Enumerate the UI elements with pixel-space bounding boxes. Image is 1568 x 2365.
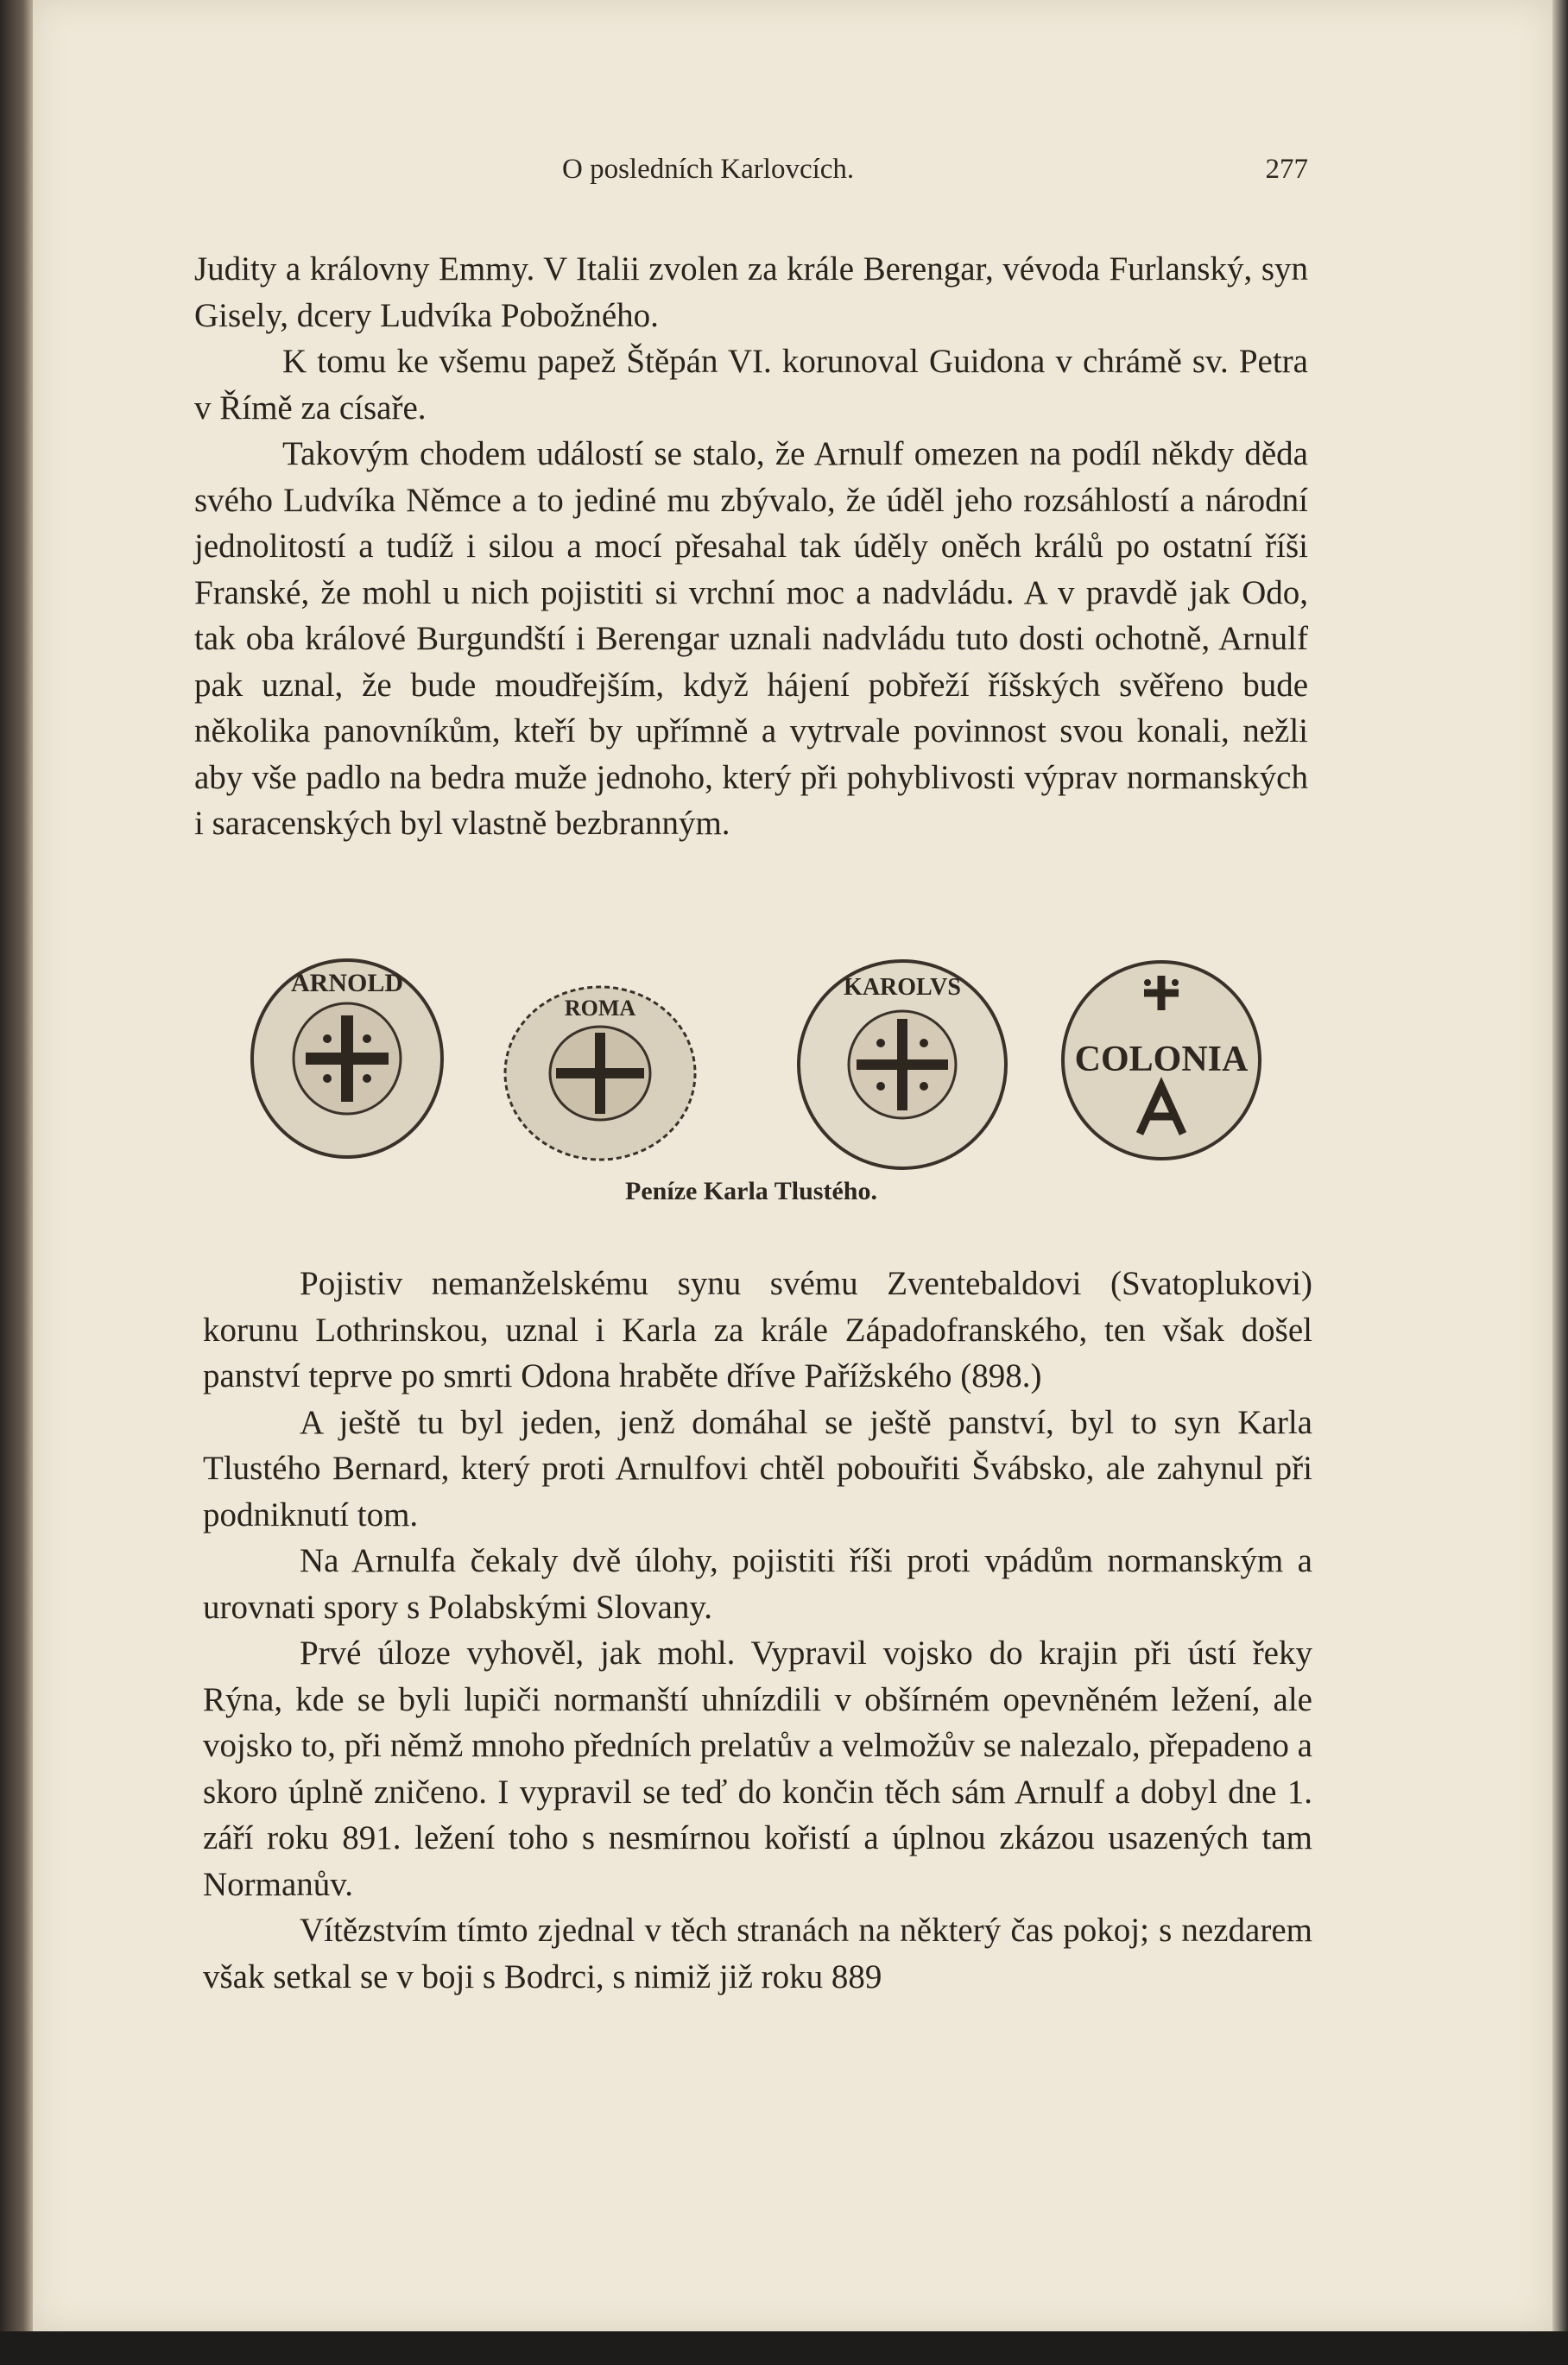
paragraph: Vítězstvím tímto zjednal v těch stranách na některý čas pokoj; s nezdarem však setkal se v boji s Bodrci, s nimiž již roku 889 <box>203 1912 1312 1995</box>
coin-legend: KAROLVS <box>844 974 961 1001</box>
book-spine <box>0 0 33 2365</box>
coin-legend: COLONIA <box>1074 1040 1249 1079</box>
paragraph: Judity a královny Emmy. V Italii zvolen za krále Berengar, vévoda Furlanský, syn Gisely, dcery Ludvíka Pobožného. <box>194 250 1308 334</box>
figure-caption: Peníze Karla Tlustého. <box>625 1177 877 1205</box>
coin-cross-icon <box>501 983 699 1164</box>
body-text-bottom <box>203 1261 1312 2000</box>
paragraph: Na Arnulfa čekaly dvě úlohy, pojistiti říši proti vpádům normanským a urovnati spory s Polabskými Slovany. <box>203 1542 1312 1626</box>
paragraph: A ještě tu byl jeden, jenž domáhal se ještě panství, byl to syn Karla Tlustého Bernard, který proti Arnulfovi chtěl pobouřiti Švábsko, ale zahynul při podniknutí tom. <box>203 1403 1312 1533</box>
page-edge <box>1552 0 1568 2365</box>
page-number: 277 <box>1265 154 1308 185</box>
coin-legend: ROMA <box>564 996 636 1021</box>
paragraph: Prvé úloze vyhověl, jak mohl. Vypravil vojsko do krajin při ústí řeky Rýna, kde se byli lupiči normanští uhnízdili v obšírném opevněném ležení, ale vojsko to, při němž mnoho předních prelatův a velmožův se nalezalo, přepadeno a skoro úplně zničeno. I vypravil se teď do končin těch sám Arnulf a dobyl dne 1. září roku 891. ležení toho s nesmírnou kořistí a úplnou zkázou usazených tam Normanův. <box>203 1635 1312 1903</box>
paragraph: Pojistiv nemanželskému synu svému Zventebaldovi (Svatoplukovi) korunu Lothrinskou, uznal i Karla za krále Západofranského, ten však došel panství teprve po smrti Odona hraběte dříve Pařížského (898.) <box>203 1265 1312 1394</box>
coin-cross-icon <box>794 957 1010 1173</box>
paragraph: Takovým chodem událostí se stalo, že Arnulf omezen na podíl někdy děda svého Ludvíka Němce a to jediné mu zbývalo, že úděl jeho rozsáhlostí a národní jednolitostí a tudíž i silou a mocí přesahal tak úděly oněch králů po ostatní říši Franské, že mohl u nich pojistiti si vrchní moc a nadvládu. A v pravdě jak Odo, tak oba králové Burgundští i Berengar uznali nadvládu tuto dosti ochotně, Arnulf pak uznal, že bude moudřejším, když hájení pobřeží říšských svěřeno bude několika panovníkům, kteří by upřímně a vytrvale povinnost svou konali, nežli aby vše padlo na bedra muže jednoho, který při pohyblivosti výprav normanských i saracenských byl vlastně bezbranným. <box>194 435 1308 842</box>
coin-cross-icon <box>248 957 446 1160</box>
paragraph: K tomu ke všemu papež Štěpán VI. korunoval Guidona v chrámě sv. Petra v Římě za císaře. <box>194 343 1308 427</box>
coin-colonia-icon <box>1058 957 1265 1164</box>
coin-legend: ARNOLD <box>290 969 404 997</box>
scan-background <box>0 2331 1568 2365</box>
body-text-top <box>194 246 1308 847</box>
running-title: O posledních Karlovcích. <box>562 154 855 185</box>
